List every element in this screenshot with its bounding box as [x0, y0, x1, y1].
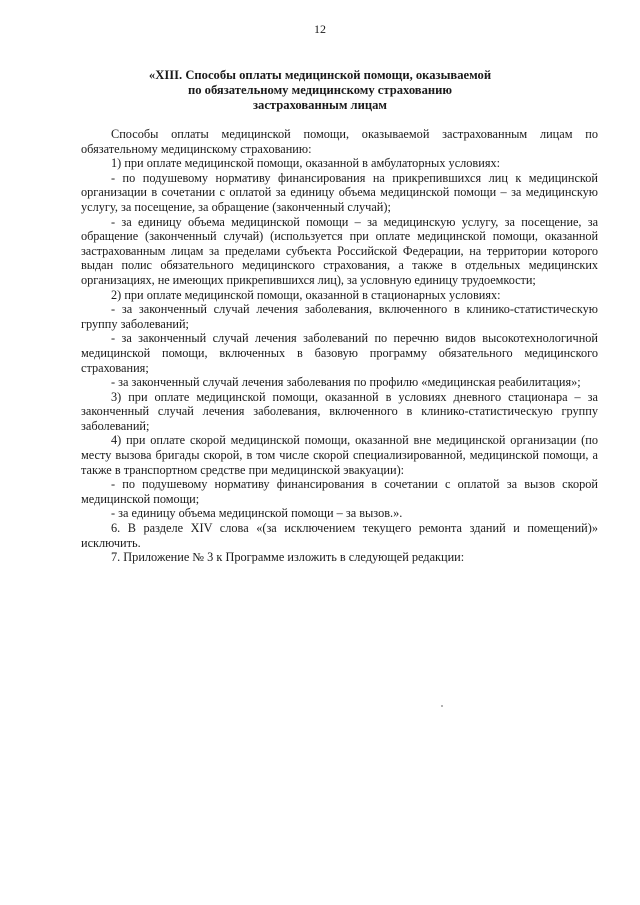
paragraph-item-4: 4) при оплате скорой медицинской помощи, оказанной вне медицинской организации (по месту вызова бригады скорой, в том числе скорой специализированной, медицинской помощи, а также в транспортном средстве при медицинской эвакуации): [81, 433, 598, 477]
paragraph-item-1: 1) при оплате медицинской помощи, оказанной в амбулаторных условиях: [111, 156, 501, 171]
paragraph-subitem: - за единицу объема медицинской помощи – за вызов.». [111, 506, 403, 521]
paragraph-subitem: - по подушевому нормативу финансирования на прикрепившихся лиц к медицинской организации в сочетании с оплатой за единицу объема медицинской помощи – за медицинскую услугу, за посещение, за обращение (законченный случай); [81, 170, 598, 214]
paragraph-item-3: 3) при оплате медицинской помощи, оказанной в условиях дневного стационара – за законченный случай лечения заболевания, включенного в клинико-статистическую группу заболеваний; [81, 389, 598, 433]
paragraph-intro: Способы оплаты медицинской помощи, оказываемой застрахованным лицам по обязательному медицинскому страхованию: [81, 127, 598, 156]
paragraph-subitem: - за единицу объема медицинской помощи – за медицинскую услугу, за посещение, за обращение (законченный случай) (используется при оплате медицинской помощи, оказанной застрахованным лицам за пределами субъекта Российской Федерации, на территории которого выдан полис обязательного медицинского страхования, а также в отдельных медицинских организациях, не имеющих прикрепившихся лиц), за условную единицу трудоемкости; [81, 214, 598, 287]
paragraph-subitem: - за законченный случай лечения заболевания по профилю «медицинская реабилитация»; [111, 375, 581, 390]
section-heading [60, 68, 580, 113]
section-heading-line: «XIII. Способы оплаты медицинской помощи, оказываемой [148, 68, 492, 82]
paragraph-subitem: - за законченный случай лечения заболеваний по перечню видов высокотехнологичной медицинской помощи, включенных в базовую программу обязательного медицинского страхования; [81, 331, 598, 375]
paragraph-subitem: - по подушевому нормативу финансирования в сочетании с оплатой за вызов скорой медицинской помощи; [81, 477, 598, 506]
paragraph-subitem: - за законченный случай лечения заболевания, включенного в клинико-статистическую группу заболеваний; [81, 302, 598, 331]
document-body [81, 127, 598, 565]
paragraph-point-7: 7. Приложение № 3 к Программе изложить в следующей редакции: [111, 550, 465, 565]
paragraph-point-6: 6. В разделе XIV слова «(за исключением текущего ремонта зданий и помещений)» исключить. [81, 521, 598, 550]
page-number: 12 [314, 22, 326, 36]
section-heading-line: по обязательному медицинскому страхованию [187, 83, 453, 97]
paragraph-item-2: 2) при оплате медицинской помощи, оказанной в стационарных условиях: [111, 287, 501, 302]
scan-speck [441, 705, 443, 707]
section-heading-line: застрахованным лицам [252, 98, 387, 112]
